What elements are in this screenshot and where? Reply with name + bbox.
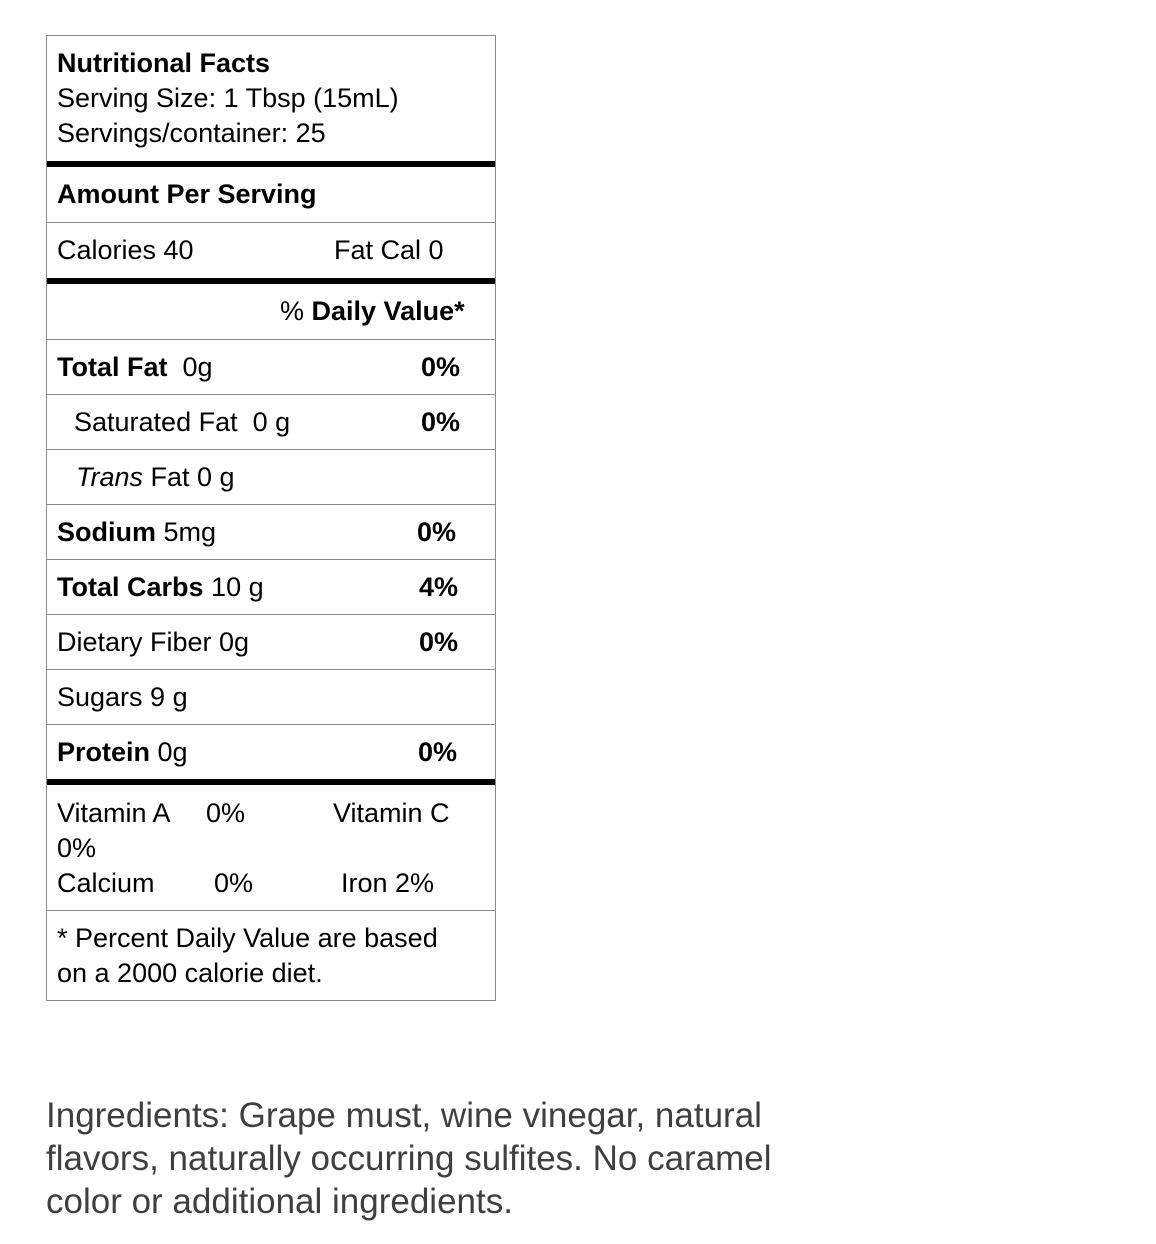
- daily-value-label: Daily Value*: [311, 296, 465, 326]
- total-carbs-row: [47, 560, 495, 615]
- saturated-fat-label: Saturated Fat: [74, 407, 238, 437]
- dietary-fiber: Dietary Fiber 0g: [57, 627, 250, 657]
- footnote: [47, 911, 495, 1000]
- label-header: [47, 36, 495, 167]
- servings-per-container: Servings/container: 25: [57, 118, 326, 148]
- total-fat-dv: 0%: [421, 352, 461, 382]
- ingredients-line-2: flavors, naturally occurring sulfites. No caramel: [46, 1139, 772, 1178]
- sodium-label: Sodium: [57, 517, 156, 547]
- sugars-row: [47, 670, 495, 725]
- total-carbs-amount: 10 g: [211, 572, 264, 602]
- trans-fat-row: [47, 450, 495, 505]
- trans-fat-rest: Fat 0 g: [150, 462, 235, 492]
- total-fat-amount: 0g: [182, 352, 213, 382]
- footnote-line-1: * Percent Daily Value are based: [57, 923, 438, 953]
- daily-value-header-row: [47, 284, 495, 340]
- dietary-fiber-dv: 0%: [419, 627, 459, 657]
- sugars: Sugars 9 g: [57, 682, 188, 712]
- fat-calories: Fat Cal 0: [334, 235, 444, 265]
- sodium-dv: 0%: [417, 517, 457, 547]
- total-fat-row: [47, 340, 495, 395]
- dietary-fiber-row: [47, 615, 495, 670]
- total-fat-label: Total Fat: [57, 352, 168, 382]
- total-carbs-dv: 4%: [419, 572, 459, 602]
- amount-per-serving-heading: Amount Per Serving: [57, 179, 317, 209]
- calcium-value: 0%: [214, 868, 254, 898]
- calcium-label: Calcium: [57, 868, 155, 898]
- daily-value-header: [280, 294, 465, 329]
- vitamin-a-label: Vitamin A: [57, 798, 171, 828]
- calories-row: [47, 223, 495, 284]
- protein-row: [47, 725, 495, 785]
- total-carbs-label: Total Carbs: [57, 572, 204, 602]
- vitamin-a-value: 0%: [206, 798, 246, 828]
- footnote-line-2: on a 2000 calorie diet.: [57, 958, 323, 988]
- protein-dv: 0%: [418, 737, 458, 767]
- ingredients-line-1: Ingredients: Grape must, wine vinegar, natural: [46, 1096, 762, 1135]
- calories: Calories 40: [57, 235, 194, 265]
- vitamin-c-value: 0%: [57, 833, 97, 863]
- saturated-fat-dv: 0%: [421, 407, 461, 437]
- protein-label: Protein: [57, 737, 151, 767]
- vitamin-c-label: Vitamin C: [333, 798, 450, 828]
- amount-per-serving: [47, 167, 495, 223]
- serving-size: Serving Size: 1 Tbsp (15mL): [57, 83, 399, 113]
- nutrition-facts-label: [46, 35, 496, 1001]
- ingredients-line-3: color or additional ingredients.: [46, 1182, 513, 1221]
- percent-sign: %: [280, 296, 312, 326]
- ingredients-text: [46, 1094, 846, 1223]
- sodium-amount: 5mg: [163, 517, 217, 547]
- label-title: Nutritional Facts: [57, 48, 271, 78]
- sodium-row: [47, 505, 495, 560]
- vitamins-section: [47, 785, 495, 911]
- iron: Iron 2%: [341, 868, 435, 898]
- trans-fat-italic: Trans: [76, 462, 144, 492]
- saturated-fat-row: [47, 395, 495, 450]
- saturated-fat-amount: 0 g: [252, 407, 291, 437]
- protein-amount: 0g: [157, 737, 188, 767]
